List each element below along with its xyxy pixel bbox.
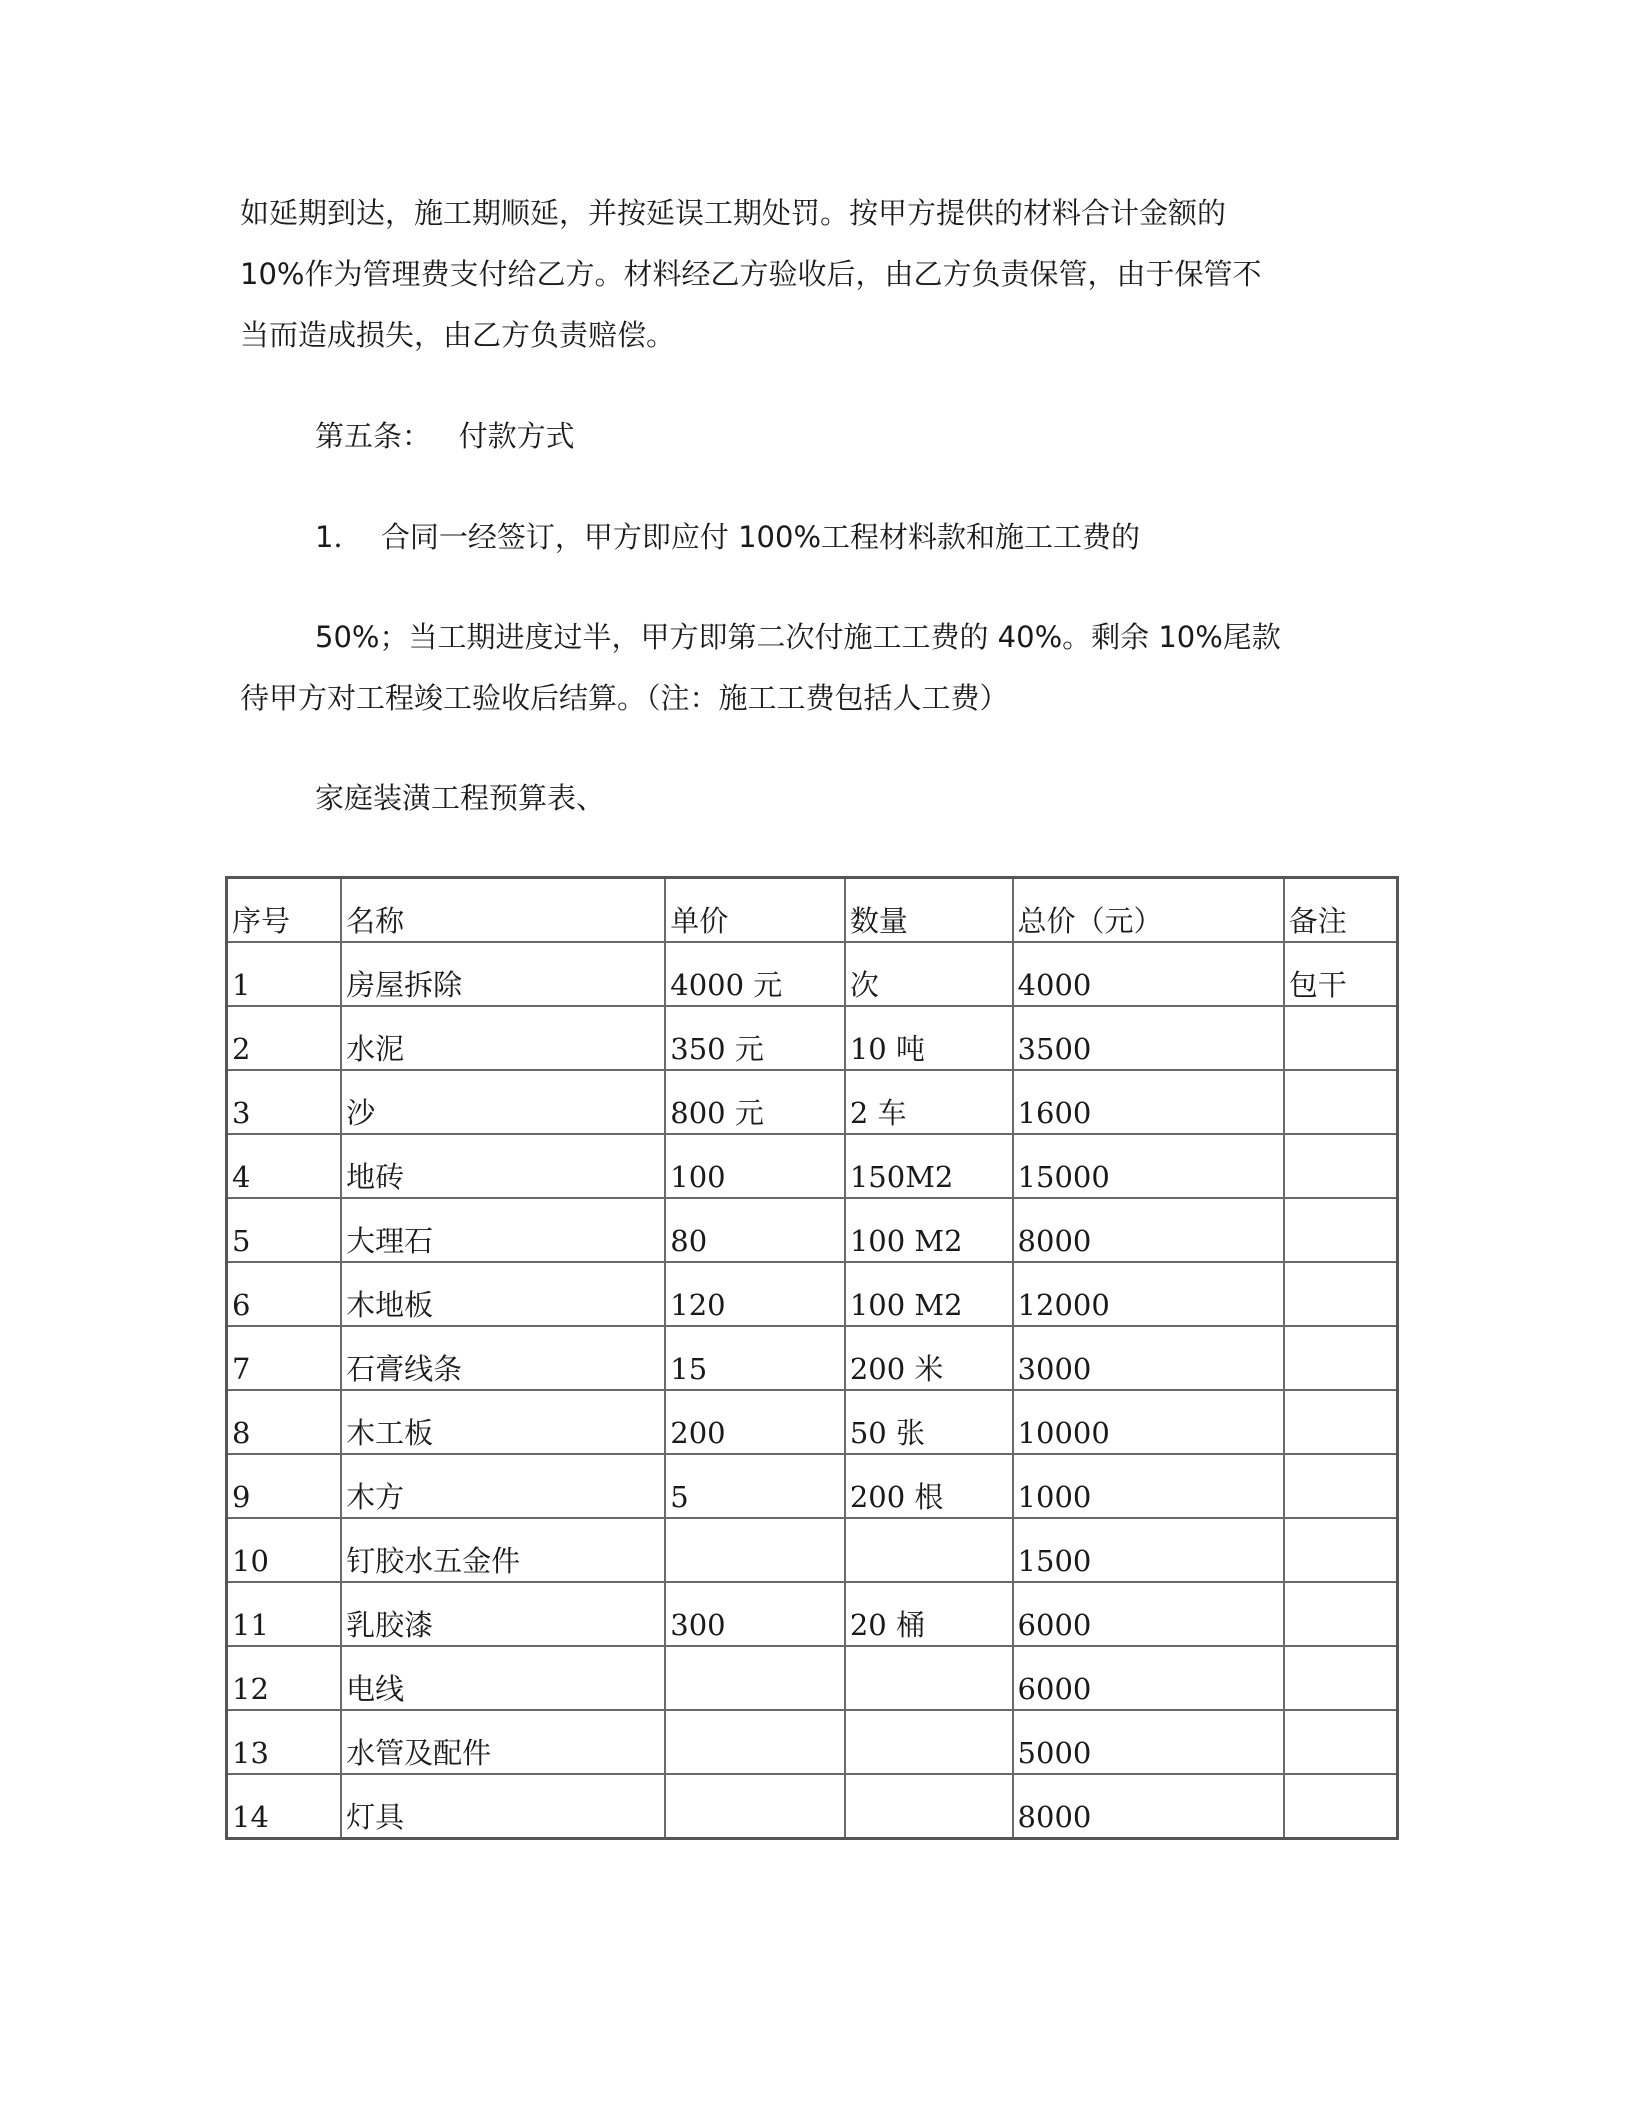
cell-name: 电线 <box>341 1646 665 1710</box>
table-row <box>227 1454 1398 1518</box>
payment-clause-line-3: 待甲方对工程竣工验收后结算。（注：施工工费包括人工费） <box>240 681 1009 715</box>
cell-remarks <box>1284 1774 1398 1839</box>
table-row <box>227 1710 1398 1774</box>
header-cell-index: 序号 <box>227 878 342 943</box>
header-cell-quantity: 数量 <box>845 878 1013 943</box>
cell-name: 乳胶漆 <box>341 1582 665 1646</box>
cell-remarks <box>1284 1262 1398 1326</box>
cell-name: 房屋拆除 <box>341 942 665 1006</box>
cell-quantity <box>845 1646 1013 1710</box>
cell-quantity: 100 M2 <box>845 1262 1013 1326</box>
cell-unit-price: 80 <box>665 1198 845 1262</box>
cell-unit-price: 300 <box>665 1582 845 1646</box>
cell-name: 沙 <box>341 1070 665 1134</box>
table-row <box>227 942 1398 1006</box>
cell-name: 大理石 <box>341 1198 665 1262</box>
body-text-line-3: 当而造成损失，由乙方负责赔偿。 <box>240 318 676 352</box>
cell-unit-price: 800 元 <box>665 1070 845 1134</box>
cell-total: 15000 <box>1013 1134 1284 1198</box>
cell-total: 10000 <box>1013 1390 1284 1454</box>
header-cell-unit-price: 单价 <box>665 878 845 943</box>
cell-remarks <box>1284 1518 1398 1582</box>
cell-total: 6000 <box>1013 1582 1284 1646</box>
cell-total: 8000 <box>1013 1198 1284 1262</box>
cell-index: 6 <box>227 1262 342 1326</box>
table-row <box>227 1518 1398 1582</box>
cell-unit-price <box>665 1518 845 1582</box>
cell-index: 2 <box>227 1006 342 1070</box>
cell-total: 6000 <box>1013 1646 1284 1710</box>
cell-name: 地砖 <box>341 1134 665 1198</box>
cell-remarks <box>1284 1582 1398 1646</box>
cell-index: 3 <box>227 1070 342 1134</box>
cell-quantity: 2 车 <box>845 1070 1013 1134</box>
cell-index: 11 <box>227 1582 342 1646</box>
header-cell-total: 总价（元） <box>1013 878 1284 943</box>
header-cell-name: 名称 <box>341 878 665 943</box>
table-row <box>227 1390 1398 1454</box>
cell-index: 7 <box>227 1326 342 1390</box>
header-cell-remarks: 备注 <box>1284 878 1398 943</box>
cell-quantity: 150M2 <box>845 1134 1013 1198</box>
table-row <box>227 1646 1398 1710</box>
cell-unit-price: 5 <box>665 1454 845 1518</box>
table-header-row <box>227 878 1398 943</box>
cell-total: 4000 <box>1013 942 1284 1006</box>
table-row <box>227 1582 1398 1646</box>
table-row <box>227 1262 1398 1326</box>
cell-unit-price: 15 <box>665 1326 845 1390</box>
cell-index: 10 <box>227 1518 342 1582</box>
cell-total: 1500 <box>1013 1518 1284 1582</box>
cell-unit-price: 100 <box>665 1134 845 1198</box>
payment-clause-line-2: 50%；当工期进度过半，甲方即第二次付施工工费的 40%。剩余 10%尾款 <box>315 620 1281 654</box>
cell-unit-price <box>665 1710 845 1774</box>
cell-remarks <box>1284 1198 1398 1262</box>
cell-name: 水管及配件 <box>341 1710 665 1774</box>
cell-quantity: 10 吨 <box>845 1006 1013 1070</box>
cell-quantity: 200 根 <box>845 1454 1013 1518</box>
cell-index: 9 <box>227 1454 342 1518</box>
cell-unit-price <box>665 1646 845 1710</box>
budget-table <box>225 876 1399 1840</box>
table-row <box>227 1070 1398 1134</box>
cell-index: 8 <box>227 1390 342 1454</box>
cell-quantity <box>845 1518 1013 1582</box>
body-text-line-1: 如延期到达，施工期顺延，并按延误工期处罚。按甲方提供的材料合计金额的 <box>240 196 1227 230</box>
cell-unit-price: 350 元 <box>665 1006 845 1070</box>
cell-remarks <box>1284 1326 1398 1390</box>
payment-clause-line-1: 1． 合同一经签订，甲方即应付 100%工程材料款和施工工费的 <box>315 520 1141 554</box>
budget-table-title: 家庭装潢工程预算表、 <box>315 781 606 815</box>
body-text-line-2: 10%作为管理费支付给乙方。材料经乙方验收后，由乙方负责保管，由于保管不 <box>240 257 1262 291</box>
cell-unit-price: 200 <box>665 1390 845 1454</box>
cell-unit-price: 4000 元 <box>665 942 845 1006</box>
cell-quantity <box>845 1710 1013 1774</box>
cell-name: 石膏线条 <box>341 1326 665 1390</box>
cell-index: 14 <box>227 1774 342 1839</box>
table-row <box>227 1198 1398 1262</box>
cell-name: 灯具 <box>341 1774 665 1839</box>
cell-remarks <box>1284 1006 1398 1070</box>
cell-quantity: 次 <box>845 942 1013 1006</box>
cell-unit-price <box>665 1774 845 1839</box>
cell-quantity: 100 M2 <box>845 1198 1013 1262</box>
cell-name: 水泥 <box>341 1006 665 1070</box>
cell-name: 木方 <box>341 1454 665 1518</box>
cell-index: 12 <box>227 1646 342 1710</box>
table-row <box>227 1774 1398 1839</box>
cell-index: 5 <box>227 1198 342 1262</box>
article-5-heading: 第五条： 付款方式 <box>315 419 575 453</box>
cell-total: 1000 <box>1013 1454 1284 1518</box>
table-row <box>227 1006 1398 1070</box>
table-row <box>227 1326 1398 1390</box>
cell-remarks <box>1284 1390 1398 1454</box>
cell-quantity <box>845 1774 1013 1839</box>
cell-total: 12000 <box>1013 1262 1284 1326</box>
table-row <box>227 1134 1398 1198</box>
cell-index: 1 <box>227 942 342 1006</box>
cell-name: 钉胶水五金件 <box>341 1518 665 1582</box>
cell-remarks: 包干 <box>1284 942 1398 1006</box>
cell-total: 3000 <box>1013 1326 1284 1390</box>
cell-remarks <box>1284 1134 1398 1198</box>
cell-index: 13 <box>227 1710 342 1774</box>
cell-quantity: 200 米 <box>845 1326 1013 1390</box>
cell-total: 1600 <box>1013 1070 1284 1134</box>
cell-name: 木工板 <box>341 1390 665 1454</box>
cell-remarks <box>1284 1646 1398 1710</box>
cell-remarks <box>1284 1070 1398 1134</box>
cell-quantity: 20 桶 <box>845 1582 1013 1646</box>
cell-remarks <box>1284 1454 1398 1518</box>
cell-total: 3500 <box>1013 1006 1284 1070</box>
cell-name: 木地板 <box>341 1262 665 1326</box>
cell-remarks <box>1284 1710 1398 1774</box>
cell-index: 4 <box>227 1134 342 1198</box>
cell-quantity: 50 张 <box>845 1390 1013 1454</box>
cell-total: 5000 <box>1013 1710 1284 1774</box>
cell-total: 8000 <box>1013 1774 1284 1839</box>
cell-unit-price: 120 <box>665 1262 845 1326</box>
